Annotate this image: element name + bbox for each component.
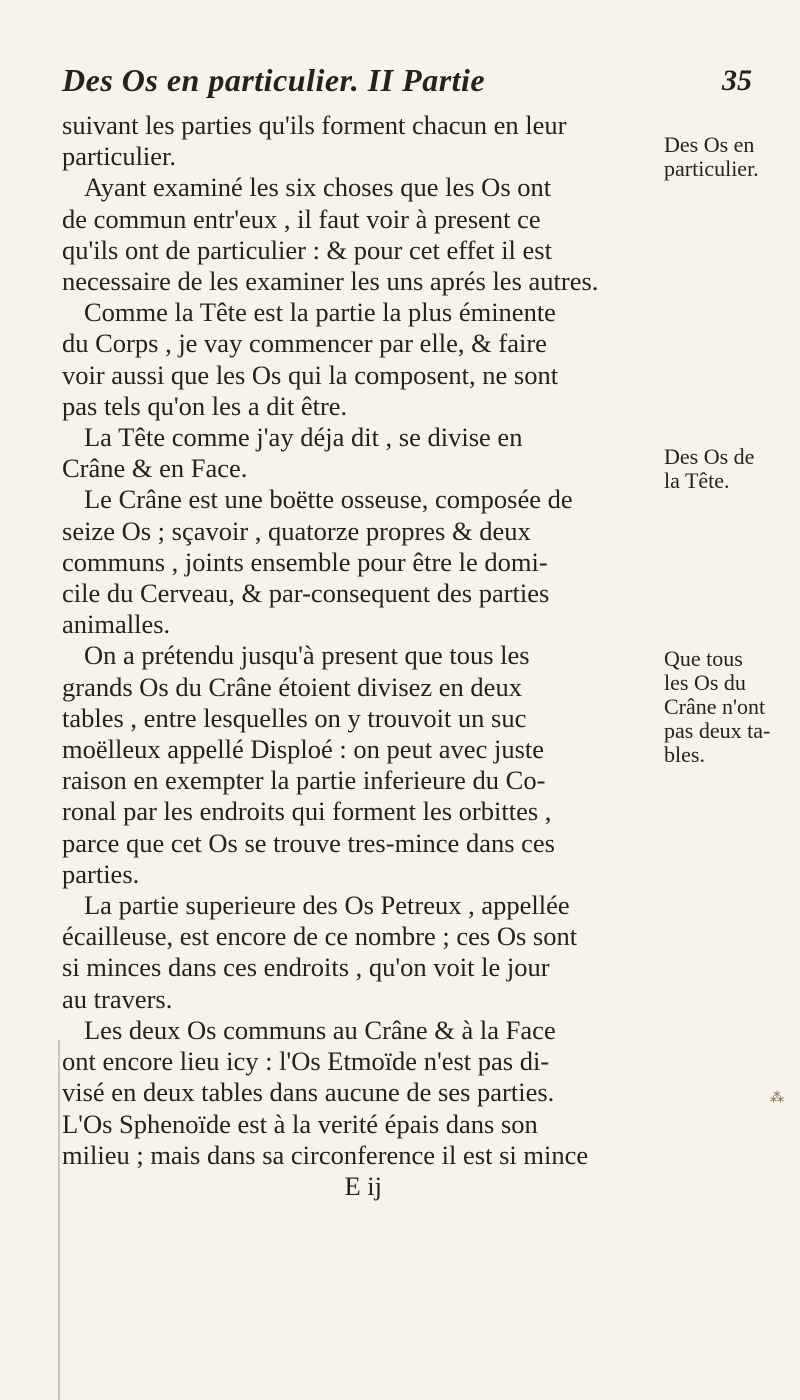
text-line: animalles. [62,609,171,640]
text-line: Crâne & en Face. [62,453,248,484]
text-line: ronal par les endroits qui forment les orbittes , [62,796,552,827]
text-line: L'Os Sphenoïde est à la verité épais dans son [62,1108,538,1139]
text-line: Les deux Os communs au Crâne & à la Face [84,1014,556,1045]
text-line: tables , entre lesquelles on y trouvoit un suc [62,702,527,733]
text-line: communs , joints ensemble pour être le domi- [62,546,548,577]
margin-note-line: les Os du [664,670,746,695]
page-number: 35 [722,64,752,97]
ink-spot: ⁂ [770,1090,784,1106]
text-line: parce que cet Os se trouve tres-mince dans ces [62,827,555,858]
text-line: voir aussi que les Os qui la composent, ne sont [62,359,559,390]
text-line: parties. [62,858,140,889]
margin-note-line: Que tous [664,646,743,671]
margin-note-line: particulier. [664,156,759,181]
margin-note-line: Des Os en [664,132,755,157]
text-line: seize Os ; sçavoir , quatorze propres & deux [62,515,531,546]
page-header [62,62,752,106]
margin-note-line: la Tête. [664,468,730,493]
text-line: suivant les parties qu'ils forment chacun en leur [62,110,567,140]
running-head: Des Os en particulier. II Partie [62,62,486,98]
text-line: Comme la Tête est la partie la plus éminente [84,297,556,328]
text-line: visé en deux tables dans aucune de ses parties. [62,1077,555,1108]
text-line: écailleuse, est encore de ce nombre ; ces Os sont [62,921,578,952]
text-line: moëlleux appellé Disploé : on peut avec juste [62,734,545,765]
margin-note-line: Crâne n'ont [664,694,766,719]
text-line: On a prétendu jusqu'à present que tous les [84,640,530,671]
body-text [62,110,654,1202]
text-line: au travers. [62,983,173,1014]
text-line: grands Os du Crâne étoient divisez en deux [62,671,522,702]
margin-note-line: bles. [664,742,705,767]
margin-note [664,445,800,493]
text-line: La Tête comme j'ay déja dit , se divise en [84,422,523,453]
text-line: raison en exempter la partie inferieure du Co- [62,765,546,796]
text-line: cile du Cerveau, & par-consequent des parties [62,578,550,609]
text-line: du Corps , je vay commencer par elle, & faire [62,328,547,359]
text-line: milieu ; mais dans sa circonference il est si mince [62,1139,589,1170]
page-edge-shadow [58,1040,60,1400]
margin-note [664,647,800,767]
margin-note-line: pas deux ta- [664,718,771,743]
margin-note-line: Des Os de [664,444,755,469]
text-line: necessaire de les examiner les uns aprés les autres. [62,266,599,297]
text-line: qu'ils ont de particulier : & pour cet effet il est [62,234,552,265]
signature-mark: E ij [344,1170,382,1201]
text-line: Le Crâne est une boëtte osseuse, composée de [84,484,573,515]
text-line: si minces dans ces endroits , qu'on voit le jour [62,952,550,983]
text-line: particulier. [62,141,177,172]
margin-note [664,133,800,181]
text-line: Ayant examiné les six choses que les Os ont [84,172,552,203]
text-line: ont encore lieu icy : l'Os Etmoïde n'est pas di- [62,1046,550,1077]
text-line: La partie superieure des Os Petreux , appellée [84,890,570,921]
text-line: pas tels qu'on les a dit être. [62,390,348,421]
text-line: de commun entr'eux , il faut voir à present ce [62,203,541,234]
